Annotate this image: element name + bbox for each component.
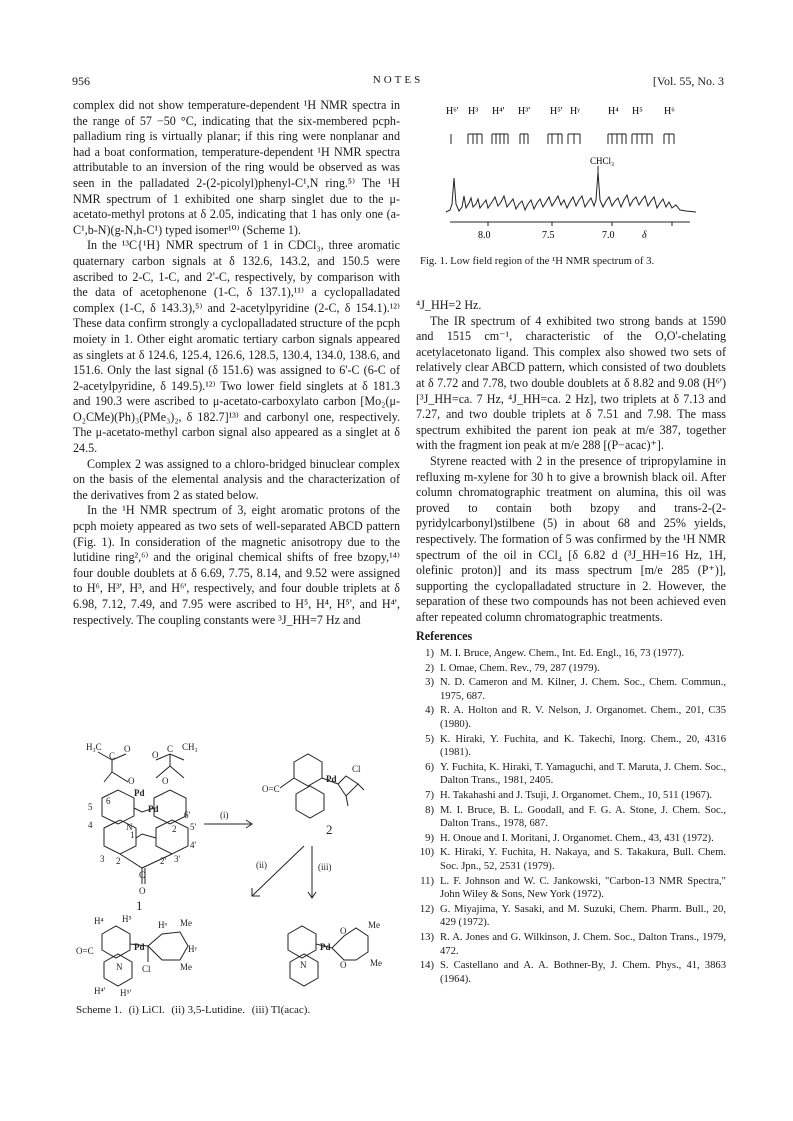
paragraph: In the ¹H NMR spectrum of 3, eight aromatic protons of the pcph moiety appeared as two sets of well-separated ABCD pattern (Fig. 1). In consideration of the magnetic anisotropy due to the lutidine ring²,⁶⁾ and the original chemical shifts of free bzopy,¹⁴⁾ four double doublets at δ 6.69, 7.75, 8.14, and 9.52 were assigned to H⁶, H³', H³, and H⁶', respectively, and four double triplets at δ 6.98, 7.12, 7.49, and 7.95 were ascribed to H⁵, H⁴, H⁵', and H⁴', respectively. The coupling constants were ³J_HH=7 Hz and <box>73 503 400 627</box>
scheme-1 <box>76 738 402 1018</box>
paragraph: The IR spectrum of 4 exhibited two strong bands at 1590 and 1515 cm⁻¹, characteristic of the O,O'-chelating acetylacetonato ligand. This complex also showed two sets of relatively clear ABCD pattern, which consisted of two doublets at δ 7.72 and 7.78, two double doublets at δ 8.82 and 9.08 (H⁶') [³J_HH=ca. 7 Hz, ⁴J_HH=ca. 2 Hz], two triplets at δ 7.13 and 7.27, and two double triplets at δ 7.51 and 7.98. The mass spectrum exhibited the parent ion peak at m/e 387, together with the fragment ion peak at m/e 288 [(P−acac)⁺]. <box>416 313 726 453</box>
step-label: (ii) <box>256 860 267 870</box>
atom-label: Hᵞ <box>188 944 197 954</box>
nmr-spectrum-svg <box>440 100 730 250</box>
atom-label: N <box>116 962 123 972</box>
atom-label: Cl <box>142 964 151 974</box>
multiplet-stick-diagram <box>451 134 674 144</box>
reference-item: 6) Y. Fuchita, K. Hiraki, T. Yamaguchi, and T. Maruta, J. Chem. Soc., Dalton Trans., 1981, 2405. <box>425 761 726 787</box>
paragraph: complex did not show temperature-dependent ¹H NMR spectra in the range of 57 −50 °C, indicating that the six-membered pcph-palladium ring is virtually planar; if this ring were nonplanar and had a boat conformation, temperature-dependent ¹H NMR spectra attributable to an inversion of the ring would be observed as was seen in the palladated 2-(2-picolyl)phenyl-C¹,N ring.⁵⁾ The ¹H NMR spectrum of 1 exhibited one sharp singlet due to the μ-acetato-methyl protons at δ 2.05, indicating that 1 has only one (a-C¹,b-N)(g-N,h-C¹) typed isomer¹⁰⁾ (Scheme 1). <box>73 98 400 237</box>
atom-label: Me <box>180 962 192 972</box>
atom-label: Hᵅ <box>158 920 168 930</box>
atom-label: C <box>139 870 146 880</box>
running-title: NOTES <box>372 74 424 86</box>
reference-item: 3) N. D. Cameron and M. Kilner, J. Chem. Soc., Chem. Commun., 1975, 687. <box>425 677 726 702</box>
left-column <box>73 98 400 628</box>
atom-label: C <box>167 744 174 754</box>
reference-item: 1) M. I. Bruce, Angew. Chem., Int. Ed. Engl., 16, 73 (1977). <box>425 648 685 660</box>
atom-label: 2 <box>116 856 121 866</box>
atom-label: N <box>300 960 307 970</box>
paragraph: Styrene reacted with 2 in the presence of tripropylamine in refluxing m-xylene for 30 h to give a brownish black oil. After column chromatographic treatment on alumina, this oil was proved to contain both bzopy and trans-2-(2-pyridylcarbonyl)stilbene (5) in about 68 and 25% yields, respectively. The formation of 5 was confirmed by the ¹H NMR spectrum of the oil in CCl₄ [δ 6.82 d (³J_HH=16 Hz, 1H, olefinic proton)] and its mass spectrum [m/e 285 (P⁺)], supporting the cyclopalladated structure in 2. However, the separation of these two compounds has not been achieved even after repeated column chromatographic treatments. <box>416 453 726 624</box>
caption-part: (ii) 3,5-Lutidine. <box>171 1004 246 1016</box>
axis-tick-label: 7.0 <box>602 230 615 241</box>
atom-label: O <box>124 744 131 754</box>
pd-label: Pd <box>134 788 145 798</box>
pd-label: Pd <box>134 942 145 952</box>
reference-item: 5) K. Hiraki, Y. Fuchita, and K. Takechi, Inorg. Chem., 20, 4316 (1981). <box>425 733 726 759</box>
references-heading: References <box>416 629 473 644</box>
reference-item: 4) R. A. Holton and R. V. Nelson, J. Organomet. Chem., 201, C35 (1980). <box>425 705 726 731</box>
atom-label: O <box>152 750 159 760</box>
proton-label: H⁴' <box>492 106 505 117</box>
atom-label: Me <box>370 958 382 968</box>
atom-label: H⁵' <box>120 988 132 998</box>
atom-label: H⁵ <box>122 914 132 924</box>
paragraph: ⁴J_HH=2 Hz. <box>416 298 482 312</box>
atom-label: 4 <box>88 820 93 830</box>
atom-label: N <box>126 822 133 832</box>
proton-label: H⁶ <box>664 106 675 117</box>
reference-list <box>416 647 726 986</box>
scheme-1-svg <box>76 738 402 1000</box>
atom-label: 6' <box>184 810 191 820</box>
paragraph: In the ¹³C{¹H} NMR spectrum of 1 in CDCl₃, three aromatic quaternary carbon signals at δ 132.6, 143.2, and 150.5 were ascribed to 2-C, 1-C, and 2'-C, respectively, by comparison with the data of acetophenone (1-C, δ 137.1),¹¹⁾ a cyclopalladated complex (1-C, δ 143.3),⁵⁾ and 2-acetylpyridine (2-C, δ 154.1).¹²⁾ These data confirm strongly a cyclopalladated structure of the pcph moiety in 1. Other eight aromatic tertiary carbon signals appeared as singlets at δ 124.6, 125.4, 126.6, 128.5, 130.4, 134.0, 138.6, and 151.6. Only the last signal (δ 151.6) was assigned to 6'-C (6-C of 2-acetylpyridine, δ 149.5).¹²⁾ Two lower field singlets at δ 181.3 and 190.3 were ascribed to μ-acetato-carboxylato carbon [Mo₂(μ-O₂CMe)(Ph)₃(PMe₃)₂, δ 182.7]¹³⁾ and carbonyl one, respectively. The μ-acetato-methyl carbon signal also appeared as a singlet at δ 24.5. <box>73 238 400 456</box>
reference-item: 13) R. A. Jones and G. Wilkinson, J. Chem. Soc., Dalton Trans., 1979, 472. <box>419 931 726 957</box>
step-label: (i) <box>220 810 229 820</box>
caption-part: Scheme 1. <box>76 1004 122 1016</box>
atom-label: Me <box>368 920 380 930</box>
atom-label: O=C <box>76 946 94 956</box>
ppm-axis <box>450 222 690 226</box>
atom-label: O <box>340 926 347 936</box>
atom-label: O <box>162 776 169 786</box>
proton-label: H³' <box>518 106 531 117</box>
atom-label: 1 <box>130 830 135 840</box>
atom-label: O <box>139 886 146 896</box>
axis-unit-label: δ <box>642 230 647 241</box>
axis-tick-label: 8.0 <box>478 230 491 241</box>
proton-label: Hᵞ <box>570 106 580 117</box>
atom-label: H₃C <box>86 742 102 752</box>
caption-part: (i) LiCl. <box>128 1004 165 1016</box>
atom-label: 5' <box>190 822 197 832</box>
reference-item: 14) S. Castellano and A. A. Bothner-By, J. Chem. Phys., 41, 3863 (1964). <box>419 960 726 985</box>
pd-label: Pd <box>320 942 331 952</box>
atom-label: H⁴ <box>94 916 104 926</box>
atom-label: O <box>340 960 347 970</box>
atom-label: 2 <box>172 824 177 834</box>
page-header <box>72 74 724 90</box>
atom-label: CH₃ <box>182 742 198 752</box>
paragraph: Complex 2 was assigned to a chloro-bridged binuclear complex on the basis of the elemental analysis and the characterization of the derivatives from 2 as stated below. <box>73 456 400 502</box>
reference-item: 10) K. Hiraki, Y. Fuchita, H. Nakaya, and S. Takakura, Bull. Chem. Soc. Jpn., 52, 2531 (1979). <box>419 847 726 872</box>
atom-label: O=C <box>262 784 280 794</box>
atom-label: 4' <box>190 840 197 850</box>
compound-number: 1 <box>136 898 143 913</box>
proton-label: H³ <box>468 106 479 117</box>
reference-item: 7) H. Takahashi and J. Tsuji, J. Organomet. Chem., 10, 511 (1967). <box>425 790 713 801</box>
proton-label: H⁵' <box>550 106 563 117</box>
atom-label: 5 <box>88 802 93 812</box>
proton-label: H⁶' <box>446 106 459 117</box>
reference-item: 8) M. I. Bruce, B. L. Goodall, and F. G. A. Stone, J. Chem. Soc., Dalton Trans., 1978, 687. <box>425 804 726 830</box>
spectrum-trace <box>446 172 696 212</box>
atom-label: C <box>109 751 116 761</box>
atom-label: H⁴' <box>94 986 106 996</box>
reference-item: 12) G. Miyajima, Y. Sasaki, and M. Suzuki, Chem. Pharm. Bull., 20, 429 (1972). <box>419 903 726 929</box>
figure-1-nmr-spectrum <box>440 100 730 250</box>
pd-label: Pd <box>326 774 337 784</box>
step-label: (iii) <box>318 862 332 872</box>
figure-1-caption: Fig. 1. Low field region of the ¹H NMR spectrum of 3. <box>420 255 655 267</box>
atom-label: O <box>128 776 135 786</box>
compound-number: 2 <box>326 822 333 837</box>
reference-item: 11) L. F. Johnson and W. C. Jankowski, "Carbon-13 NMR Spectra," John Wiley & Sons, New York (1972). <box>420 875 726 901</box>
proton-label: H⁴ <box>608 106 619 117</box>
reference-item: 9) H. Onoue and I. Moritani, J. Organomet. Chem., 43, 431 (1972). <box>425 832 714 844</box>
reference-item: 2) I. Omae, Chem. Rev., 79, 287 (1979). <box>425 662 600 674</box>
axis-tick-label: 7.5 <box>542 230 555 241</box>
atom-label: 2' <box>160 856 167 866</box>
atom-label: 3' <box>174 854 181 864</box>
atom-label: 3 <box>100 854 105 864</box>
pd-label: Pd <box>148 804 159 814</box>
proton-label: H⁵ <box>632 106 643 117</box>
scheme-1-caption <box>76 1004 402 1016</box>
solvent-label: CHCl₃ <box>590 156 615 166</box>
right-column <box>416 298 726 987</box>
caption-part: (iii) Tl(acac). <box>251 1004 311 1016</box>
volume-label: [Vol. 55, No. 3 <box>652 74 724 88</box>
atom-label: Cl <box>352 764 361 774</box>
atom-label: Me <box>180 918 192 928</box>
atom-label: 6 <box>106 796 111 806</box>
page-number: 956 <box>72 74 90 88</box>
